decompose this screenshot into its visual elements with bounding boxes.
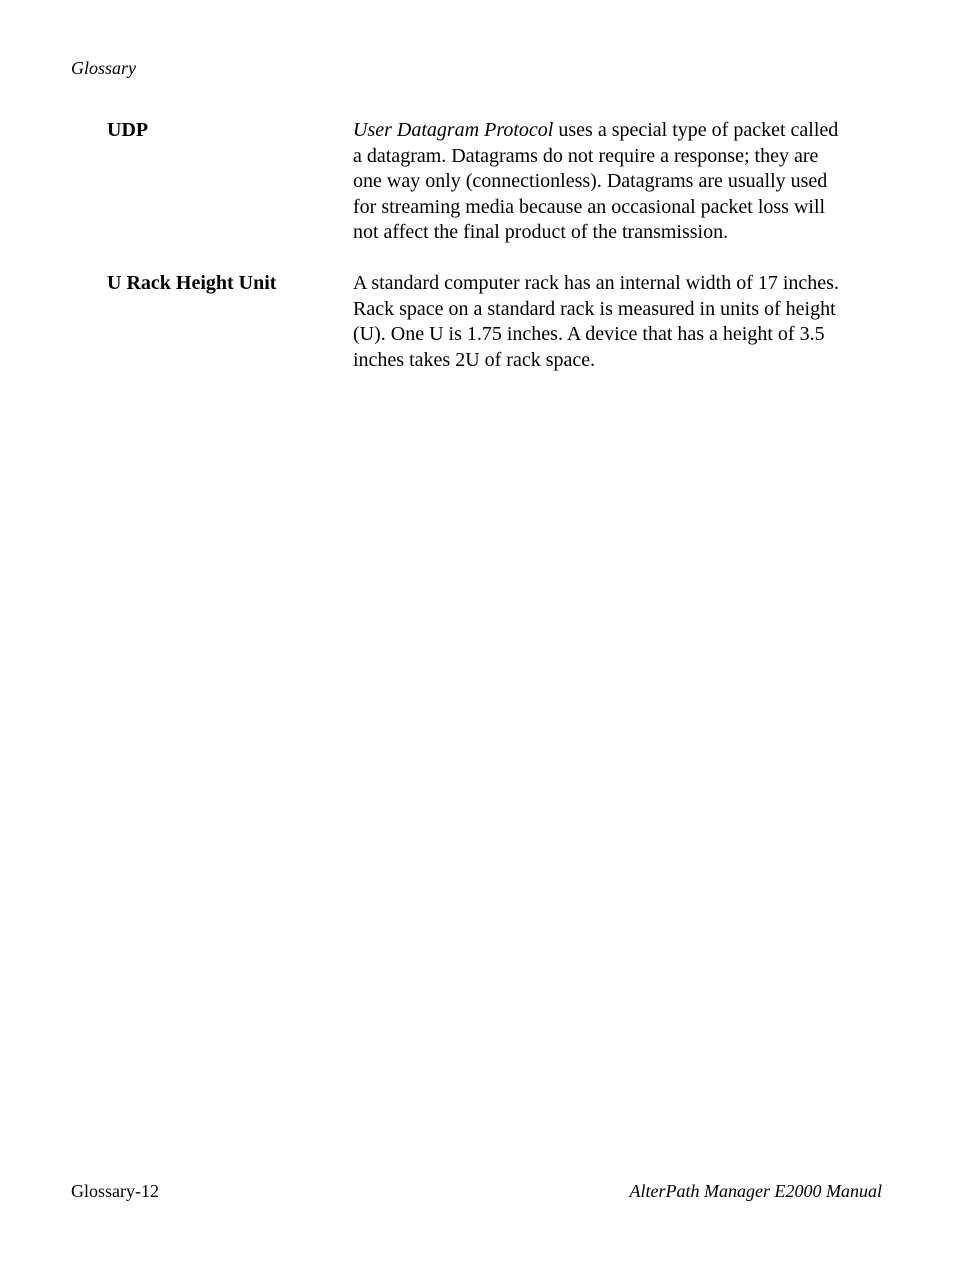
definition-line: [353, 118, 887, 144]
definition-line: inches takes 2U of rack space.: [353, 348, 596, 371]
page-number: Glossary-12: [71, 1181, 159, 1201]
definition-line: (U). One U is 1.75 inches. A device that has a height of 3.5: [353, 323, 825, 345]
definition-line: a datagram. Datagrams do not require a response; they are: [353, 144, 819, 167]
definition-line: not affect the final product of the transmission.: [353, 221, 729, 243]
definition-line: for streaming media because an occasional packet loss will: [353, 195, 826, 218]
glossary-term: U Rack Height Unit: [107, 272, 277, 294]
glossary-term: UDP: [107, 119, 149, 141]
definition-emphasis: User Datagram Protocol: [353, 119, 554, 141]
running-header: Glossary: [71, 58, 137, 78]
definition-line: A standard computer rack has an internal width of 17 inches.: [353, 272, 839, 294]
glossary-definition: [353, 118, 887, 246]
definition-line: one way only (connectionless). Datagrams are usually used: [353, 170, 828, 192]
definition-line: Rack space on a standard rack is measured in units of height: [353, 297, 836, 320]
glossary-definition: [353, 271, 887, 373]
manual-title: AlterPath Manager E2000 Manual: [629, 1181, 882, 1201]
definition-text: uses a special type of packet called: [553, 119, 839, 141]
